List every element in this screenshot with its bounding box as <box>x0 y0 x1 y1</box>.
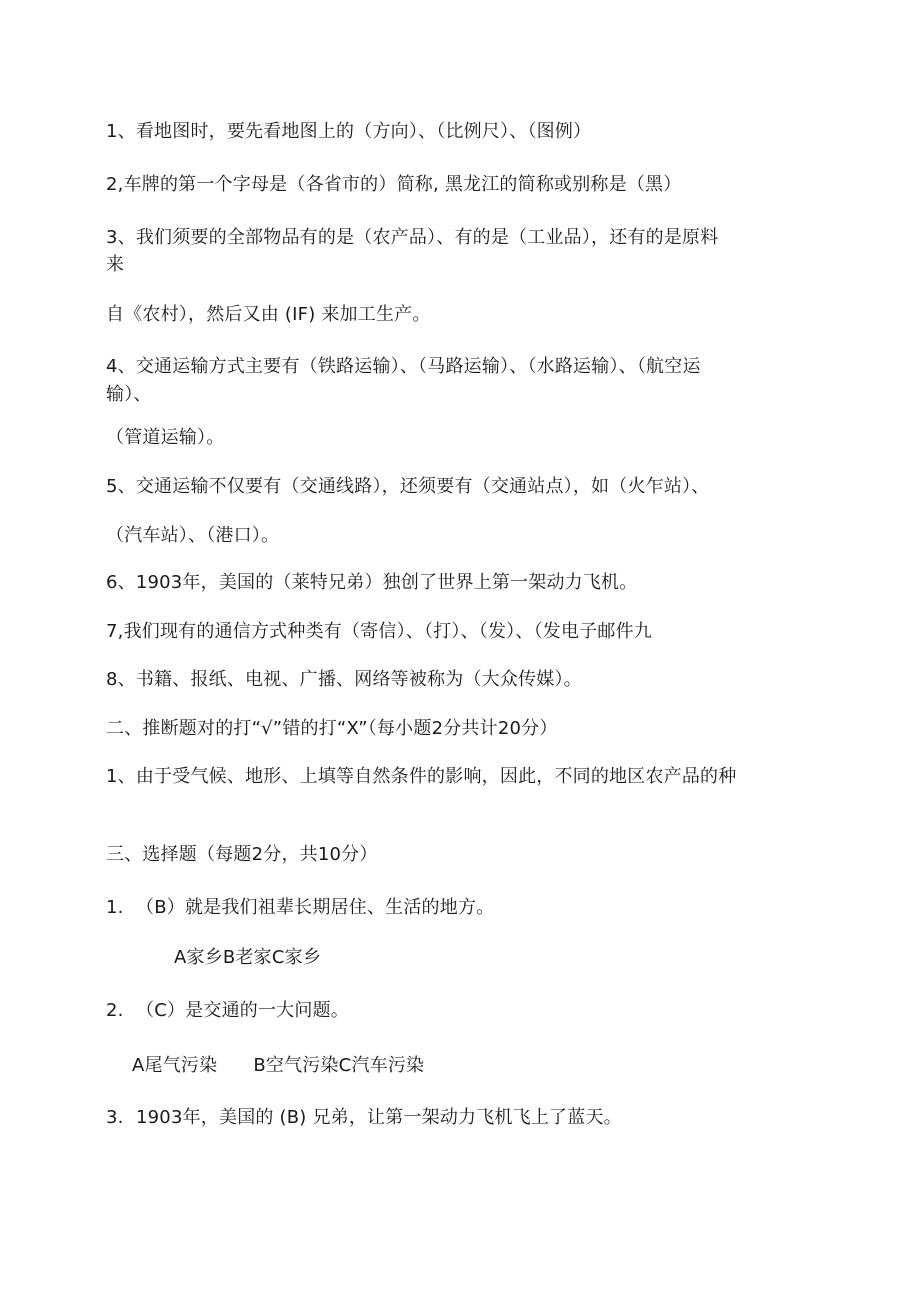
fill-in-item-5-continued: （汽车站）、（港口）。 <box>106 525 280 546</box>
section-heading-judgement: 二、推断题对的打“√”错的打“X”（每小题2分共计20分） <box>106 718 558 739</box>
fill-in-item-3: 3、我们须要的全部物品有的是（农产品）、有的是（工业品），还有的是原料 <box>106 227 719 248</box>
fill-in-item-5: 5、交通运输不仅要有（交通线路），还须要有（交通站点），如（火乍站）、 <box>106 476 710 497</box>
question-number: 1. <box>106 897 124 918</box>
question-text: 1903年，美国的 (B) 兄弟，让第一架动力飞机飞上了蓝天。 <box>136 1107 622 1128</box>
fill-in-item-6: 6、1903年，美国的（莱特兄弟）独创了世界上第一架动力飞机。 <box>106 572 638 593</box>
fill-in-item-4-continued: （管道运输）。 <box>106 427 225 448</box>
question-text: （C）是交通的一大问题。 <box>136 1000 349 1021</box>
choice-question-2 <box>106 998 349 1024</box>
question-number: 2. <box>106 1000 124 1021</box>
fill-in-item-3-continued: 自《农村），然后又由 (IF) 来加工生产。 <box>106 304 431 325</box>
question-text: （B）就是我们祖辈长期居住、生活的地方。 <box>136 897 495 918</box>
fill-in-item-1: 1、看地图时，要先看地图上的（方向）、（比例尺）、（图例） <box>106 121 592 142</box>
choice-question-3 <box>106 1105 622 1131</box>
judgement-item-1: 1、由于受气候、地形、上填等自然条件的影响，因此，不同的地区农产品的种 <box>106 766 737 787</box>
option-a: A尾气污染 <box>132 1055 218 1076</box>
fill-in-item-3-wrap: 来 <box>106 254 125 275</box>
fill-in-item-7: 7,我们现有的通信方式种类有（寄信）、（打）、（发）、（发电子邮件九 <box>106 621 652 642</box>
option-b-c: B空气污染C汽车污染 <box>253 1055 425 1076</box>
fill-in-item-4: 4、交通运输方式主要有（铁路运输）、（马路运输）、（水路运输）、（航空运 <box>106 356 701 377</box>
choice-question-1 <box>106 895 494 921</box>
fill-in-item-4-wrap: 输）、 <box>106 384 152 405</box>
fill-in-item-8: 8、书籍、报纸、电视、广播、网络等被称为（大众传媒）。 <box>106 669 582 690</box>
fill-in-item-2: 2,车牌的第一个字母是（各省市的）简称, 黑龙江的简称或别称是（黑） <box>106 174 682 195</box>
choice-options-1: A家乡B老家C家乡 <box>174 947 322 968</box>
choice-options-2 <box>132 1053 424 1079</box>
section-heading-choice: 三、选择题（每题2分，共10分） <box>106 844 378 865</box>
question-number: 3. <box>106 1107 124 1128</box>
